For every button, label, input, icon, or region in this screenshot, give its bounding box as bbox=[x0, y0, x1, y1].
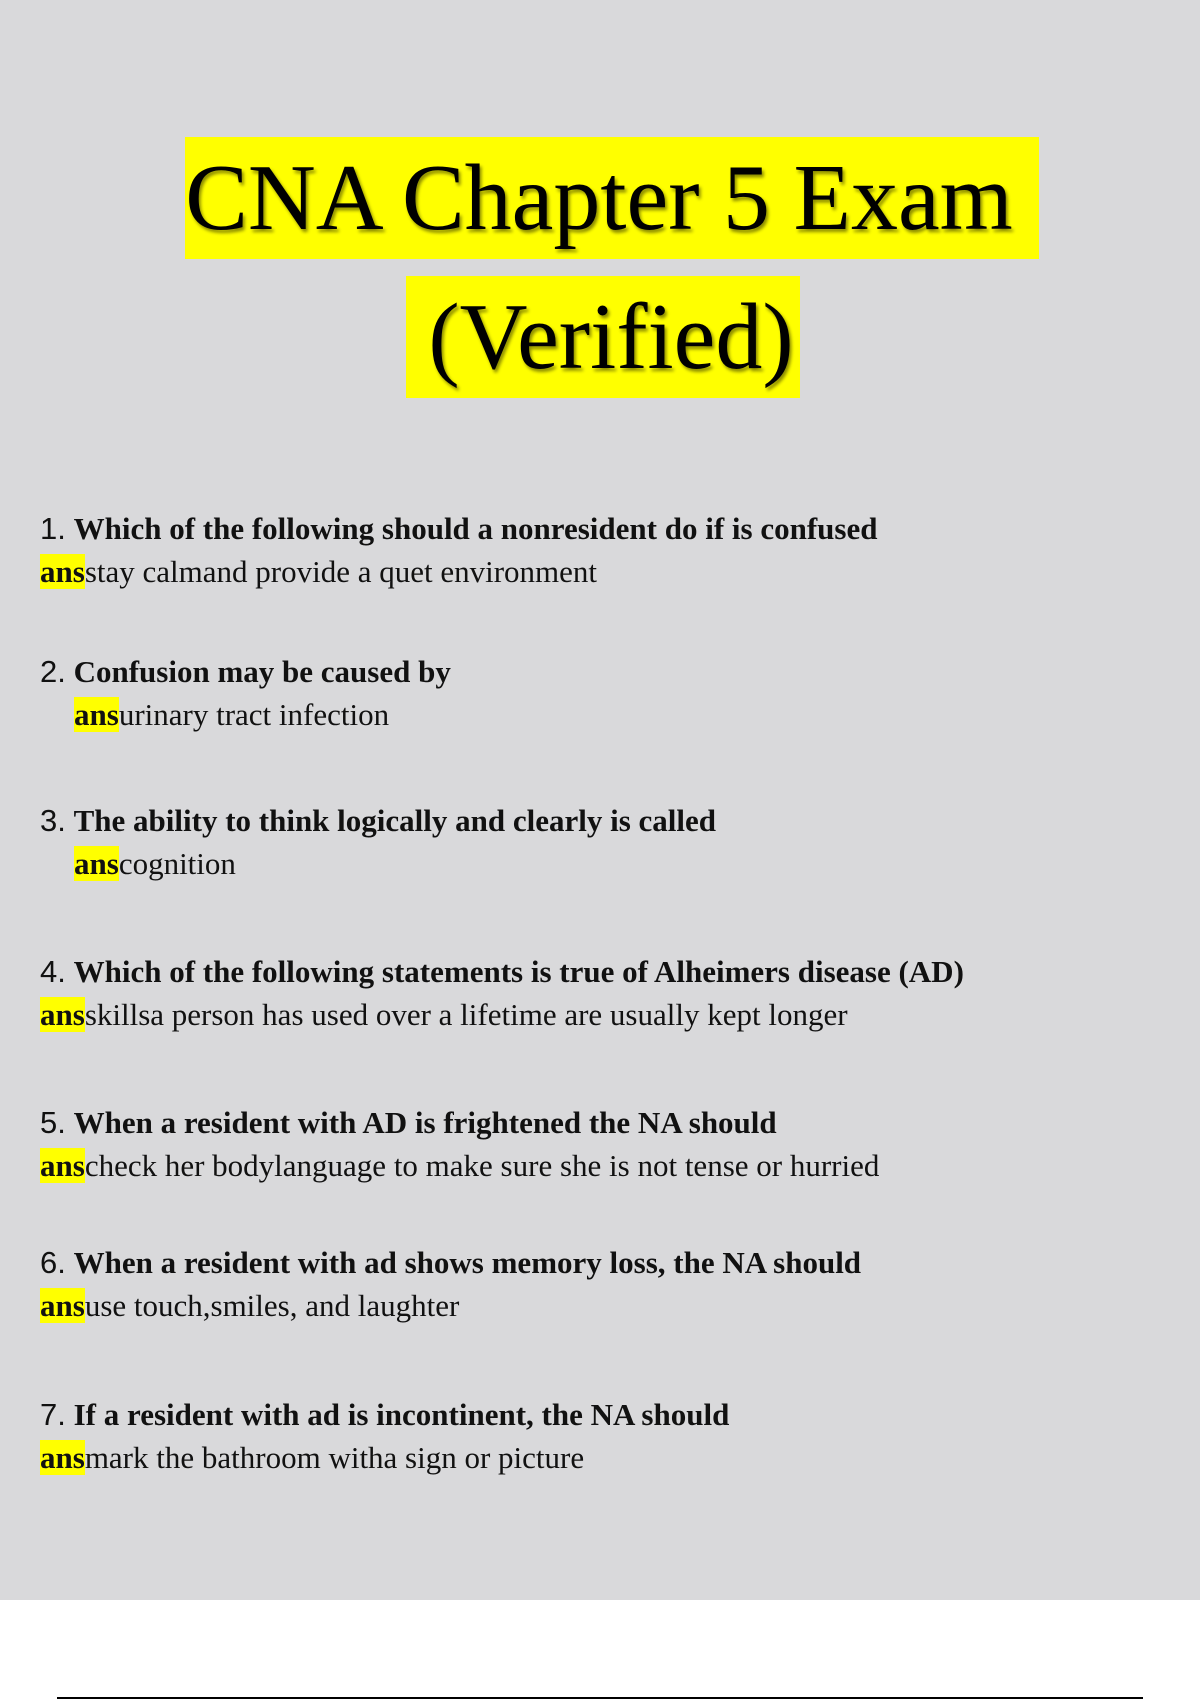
question-item bbox=[40, 1241, 1160, 1327]
answer-line bbox=[40, 1144, 1160, 1187]
question-line bbox=[40, 1393, 1160, 1436]
answer-label: ans bbox=[40, 997, 85, 1032]
answer-label: ans bbox=[40, 1148, 85, 1183]
footer-divider bbox=[57, 1697, 1143, 1699]
answer-text: check her bodylanguage to make sure she is not tense or hurried bbox=[84, 1148, 880, 1183]
document-title-line-2: (Verified) bbox=[406, 276, 799, 398]
answer-label: ans bbox=[40, 1440, 85, 1475]
answer-label: ans bbox=[74, 697, 119, 732]
question-text: When a resident with AD is frightened the NA should bbox=[73, 1105, 777, 1140]
answer-text: use touch,smiles, and laughter bbox=[84, 1288, 460, 1323]
answer-text: urinary tract infection bbox=[118, 697, 390, 732]
question-line bbox=[40, 1101, 1160, 1144]
answer-line bbox=[40, 550, 1160, 593]
answer-label: ans bbox=[40, 554, 85, 589]
question-number: 3. bbox=[40, 803, 66, 838]
answer-line bbox=[40, 693, 1160, 736]
answer-text: mark the bathroom witha sign or picture bbox=[84, 1440, 585, 1475]
answer-label: ans bbox=[74, 846, 119, 881]
answer-text: stay calmand provide a quet environment bbox=[84, 554, 598, 589]
question-item bbox=[40, 950, 1160, 1036]
question-number: 7. bbox=[40, 1397, 66, 1432]
title-line-1-wrapper bbox=[0, 137, 1200, 259]
question-item bbox=[40, 799, 1160, 885]
question-text: The ability to think logically and clearly is called bbox=[73, 803, 717, 838]
question-line bbox=[40, 507, 1160, 550]
question-number: 6. bbox=[40, 1245, 66, 1280]
question-number: 2. bbox=[40, 654, 66, 689]
question-text: If a resident with ad is incontinent, the NA should bbox=[73, 1397, 730, 1432]
question-line bbox=[40, 1241, 1160, 1284]
question-text: Confusion may be caused by bbox=[73, 654, 451, 689]
question-number: 5. bbox=[40, 1105, 66, 1140]
answer-text: skillsa person has used over a lifetime are usually kept longer bbox=[84, 997, 848, 1032]
answer-line bbox=[40, 842, 1160, 885]
title-line-2-wrapper bbox=[0, 276, 1200, 398]
question-item bbox=[40, 1101, 1160, 1187]
answer-label: ans bbox=[40, 1288, 85, 1323]
answer-line bbox=[40, 1436, 1160, 1479]
question-number: 1. bbox=[40, 511, 66, 546]
question-item bbox=[40, 1393, 1160, 1479]
answer-line bbox=[40, 993, 1160, 1036]
document-title-line-1: CNA Chapter 5 Exam bbox=[185, 137, 1039, 259]
question-line bbox=[40, 950, 1160, 993]
answer-line bbox=[40, 1284, 1160, 1327]
answer-text: cognition bbox=[118, 846, 236, 881]
question-text: When a resident with ad shows memory loss, the NA should bbox=[73, 1245, 862, 1280]
question-line bbox=[40, 650, 1160, 693]
question-line bbox=[40, 799, 1160, 842]
question-number: 4. bbox=[40, 954, 66, 989]
question-item bbox=[40, 650, 1160, 736]
question-text: Which of the following should a nonresident do if is confused bbox=[73, 511, 878, 546]
question-item bbox=[40, 507, 1160, 593]
question-text: Which of the following statements is true of Alheimers disease (AD) bbox=[73, 954, 964, 989]
